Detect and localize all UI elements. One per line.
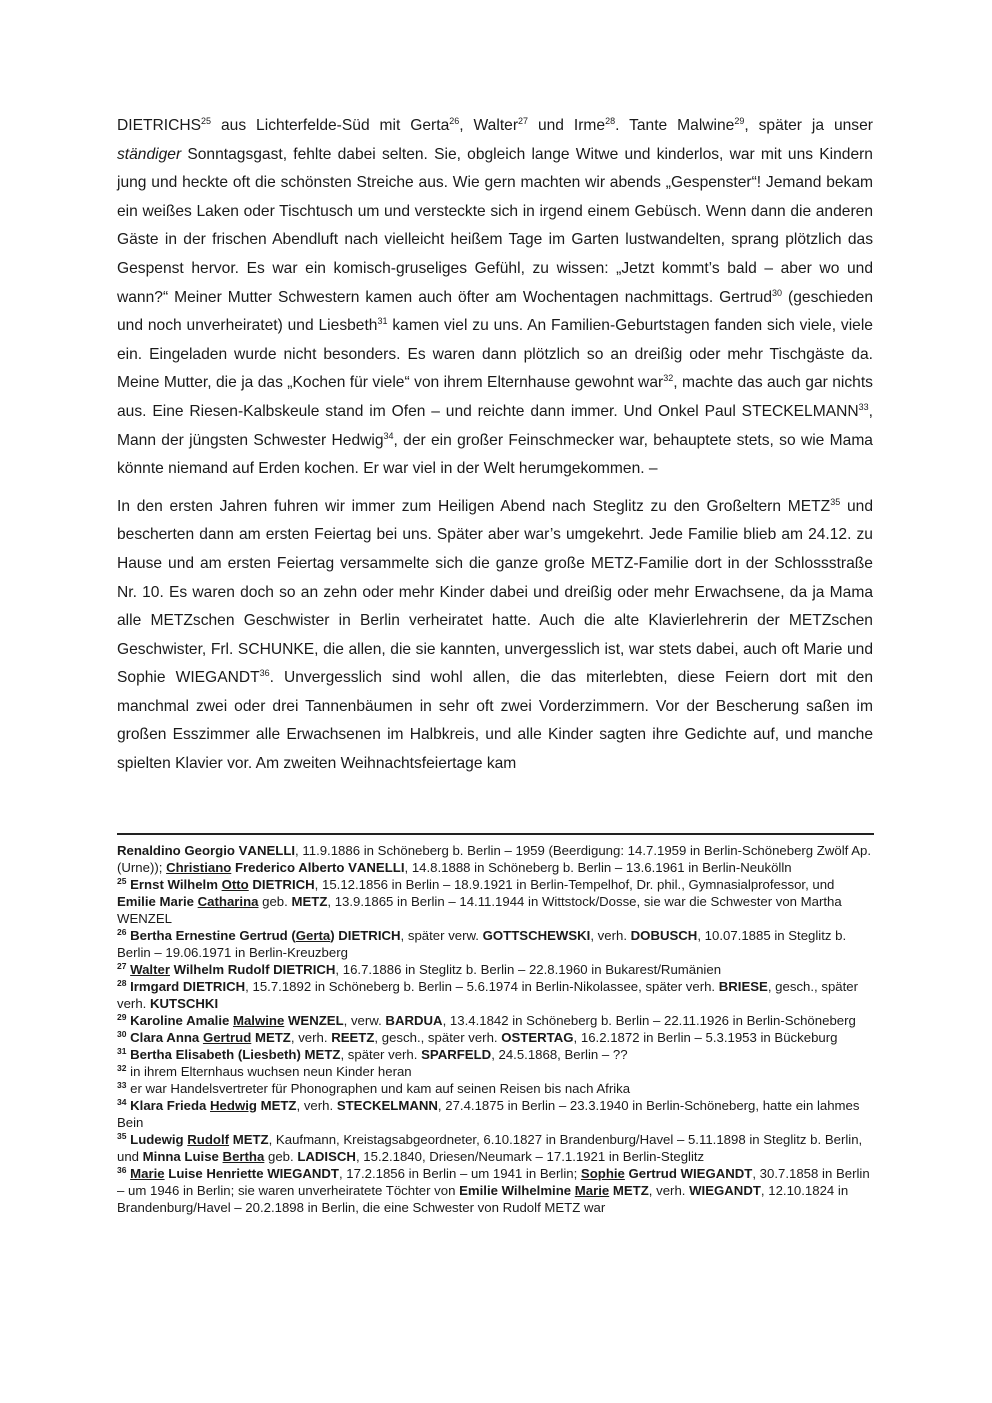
paragraph-2: In den ersten Jahren fuhren wir immer zum Heiligen Abend nach Steglitz zu den Großeltern METZ$^{35}$ und bescherten dann am ersten Feiertag bei uns. Später aber war’s umgekehrt. Jede Familie blieb am 24.12. zu Hause und am ersten Feiertag versammelte sich die ganze große METZ-Familie dort in der Schlossstraße Nr. 10. Es waren doch so an zehn oder mehr Kinder dabei und dreißig oder mehr Erwachsene, da ja Mama alle METZschen Geschwister in Berlin verheiratet hatte. Auch die alte Klavierlehrerin der METZschen Geschwister, Frl. SCHUNKE, die allen, die sie kannten, unvergesslich ist, war stets dabei, auch oft Marie und Sophie WIEGANDT$^{36}$. Unvergesslich sind wohl allen, die das miterlebten, diese Feiern dort mit den manchmal zwei oder drei Tannenbäumen in sehr oft zwei Vorderzimmern. Vor der Bescherung saßen im großen Esszimmer alle Erwachsenen im Halbkreis, und alle Kinder sagten ihre Gedichte auf, und manche spielten Klavier vor. Am zweiten Weihnachtsfeiertage kam: [117, 496, 874, 773]
footnote-31: $^{31}$ Bertha Elisabeth (Liesbeth) METZ, später verh. SPARFELD, 24.5.1868, Berlin – ??: [117, 1046, 628, 1062]
footnote-26: $^{26}$ Bertha Ernestine Gertrud (Gerta) DIETRICH, später verw. GOTTSCHEWSKI, verh. DOBUSCH, 10.07.1885 in Steglitz b. Berlin – 19.06.1971 in Berlin-Kreuzberg: [117, 927, 847, 960]
footnote-ref-26: 26: [449, 116, 460, 126]
footnote-33: $^{33}$ er war Handelsvertreter für Phonographen und kam auf seinen Reisen bis nach Afrika: [117, 1080, 631, 1096]
footnote-25: $^{25}$ Ernst Wilhelm Otto DIETRICH, 15.12.1856 in Berlin – 18.9.1921 in Berlin-Tempelhof, Dr. phil., Gymnasialprofessor, und Emilie Marie Catharina geb. METZ, 13.9.1865 in Berlin – 14.11.1944 in Wittstock/Dosse, sie war die Schwester von Martha WENZEL: [117, 876, 842, 926]
footnote-ref-32: 32: [663, 373, 674, 384]
footnote-34: $^{34}$ Klara Frieda Hedwig METZ, verh. STECKELMANN, 27.4.1875 in Berlin – 23.3.1940 in Berlin-Schöneberg, hatte ein lahmes Bein: [117, 1097, 860, 1130]
footnote-divider: [117, 833, 874, 835]
footnote-32: $^{32}$ in ihrem Elternhaus wuchsen neun Kinder heran: [117, 1063, 412, 1079]
footnote-28: $^{28}$ Irmgard DIETRICH, 15.7.1892 in Schöneberg b. Berlin – 5.6.1974 in Berlin-Nikolassee, später verh. BRIESE, gesch., später verh. KUTSCHKI: [117, 978, 859, 1011]
footnote-ref-30: 30: [772, 287, 783, 298]
footnote-ref-35: 35: [830, 496, 841, 507]
footnote-35: $^{35}$ Ludewig Rudolf METZ, Kaufmann, Kreistagsabgeordneter, 6.10.1827 in Brandenburg/Havel – 5.11.1898 in Steglitz b. Berlin, und Minna Luise Bertha geb. LADISCH, 15.2.1840, Driesen/Neumark – 17.1.1921 in Berlin-Steglitz: [117, 1131, 863, 1164]
footnote-36: $^{36}$ Marie Luise Henriette WIEGANDT, 17.2.1856 in Berlin – um 1941 in Berlin; Sophie Gertrud WIEGANDT, 30.7.1858 in Berlin – um 1946 in Berlin; sie waren unverheiratete Töchter von Emilie Wilhelmine Marie METZ, verh. WIEGANDT, 12.10.1824 in Brandenburg/Havel – 20.2.1898 in Berlin, die eine Schwester von Rudolf METZ war: [117, 1165, 870, 1215]
footnote-27: $^{27}$ Walter Wilhelm Rudolf DIETRICH, 16.7.1886 in Steglitz b. Berlin – 22.8.1960 in Bukarest/Rumänien: [117, 961, 722, 977]
footnote-ref-34: 34: [383, 430, 394, 441]
footnote-29: $^{29}$ Karoline Amalie Malwine WENZEL, verw. BARDUA, 13.4.1842 in Schöneberg b. Berlin – 22.11.1926 in Berlin-Schöneberg: [117, 1012, 856, 1028]
footnote-ref-28: 28: [605, 116, 616, 126]
footnote-ref-33: 33: [858, 401, 869, 412]
footnote-ref-25: 25: [201, 116, 212, 126]
footnote-ref-31: 31: [377, 316, 388, 327]
footnote-ref-29: 29: [734, 116, 745, 126]
paragraph-1: DIETRICHS$^{25}$ aus Lichterfelde-Süd mit Gerta$^{26}$, Walter$^{27}$ und Irme$^{28}$. Tante Malwine$^{29}$, später ja unser ständiger Sonntagsgast, fehlte dabei selten. Sie, obgleich lange Witwe und kinderlos, war mit uns Kindern jung und heckte oft die schönsten Streiche aus. Wie gern machten wir abends „Gespenster“! Jemand bekam ein weißes Laken oder Tischtusch um und versteckte sich in irgend einem Gebüsch. Wenn dann die anderen Gäste in der frischen Abendluft nach vielleicht heißem Tage im Garten lustwandelten, sprang plötzlich das Gespenst hervor. Es war ein komisch-gruseliges Gefühl, zu wissen: „Jetzt kommt’s bald – aber wo und wann?“ Meiner Mutter Schwestern kamen auch öfter am Wochentagen nachmittags. Gertrud$^{30}$ (geschieden und noch unverheiratet) und Liesbeth$^{31}$ kamen viel zu uns. An Familien-Geburtstagen fanden sich viele, viele ein. Eingeladen wurde nicht besonders. Es waren dann plötzlich so an dreißig oder mehr Tischgäste da. Meine Mutter, die ja das „Kochen für viele“ von ihrem Elternhause gewohnt war$^{32}$, machte das auch gar nichts aus. Eine Riesen-Kalbskeule stand im Ofen – und reichte dann immer. Und Onkel Paul STECKELMANN$^{33}$, Mann der jüngsten Schwester Hedwig$^{34}$, der ein großer Feinschmecker war, behauptete stets, so wie Mama könnte niemand auf Erden kochen. Er war viel in der Welt herumgekommen. –: [117, 116, 874, 478]
main-text: [117, 112, 873, 779]
footnote-ref-27: 27: [518, 116, 529, 126]
footnote-30: $^{30}$ Clara Anna Gertrud METZ, verh. REETZ, gesch., später verh. OSTERTAG, 16.2.1872 in Berlin – 5.3.1953 in Bückeburg: [117, 1029, 838, 1045]
footnote-ref-36: 36: [259, 668, 270, 679]
footnote-24-continued: Renaldino Georgio VANELLI, 11.9.1886 in Schöneberg b. Berlin – 1959 (Beerdigung: 14.7.1959 in Berlin-Schöneberg Zwölf Ap. (Urne)); Christiano Frederico Alberto VANELLI, 14.8.1888 in Schöneberg b. Berlin – 13.6.1961 in Berlin-Neukölln: [117, 843, 872, 875]
footnotes: [117, 842, 873, 1216]
